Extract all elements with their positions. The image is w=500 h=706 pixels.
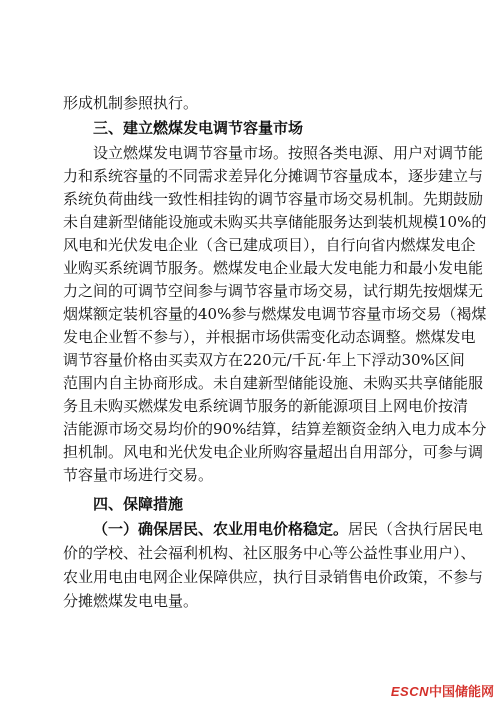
subsection-1-lead: （一）确保居民、农业用电价格稳定。 — [93, 520, 349, 538]
paragraph-line: 调节容量价格由买卖双方在220元/千瓦·年上下浮动30%区间 — [63, 351, 465, 369]
paragraph-line: 设立燃煤发电调节容量市场。按照各类电源、用户对调节能 — [93, 144, 484, 162]
paragraph-line: 价的学校、社会福利机构、社区服务中心等公益性事业用户）、 — [63, 544, 476, 562]
intro-line: 形成机制参照执行。 — [63, 94, 199, 112]
section-3-heading: 三、建立燃煤发电调节容量市场 — [93, 119, 304, 137]
escn-watermark — [391, 684, 494, 700]
section-4-heading: 四、保障措施 — [93, 495, 184, 513]
paragraph-line: 分摊燃煤发电电量。 — [63, 592, 199, 610]
paragraph-line: 烟煤额定装机容量的40%参与燃煤发电调节容量市场交易（褐煤 — [63, 305, 487, 323]
paragraph-line: 未自建新型储能设施或未购买共享储能服务达到装机规模10%的 — [63, 213, 487, 231]
paragraph-line: 发电企业暂不参与），并根据市场供需变化动态调整。燃煤发电 — [63, 328, 476, 346]
paragraph-line: 力之间的可调节空间参与调节容量市场交易，试行期先按烟煤无 — [63, 282, 484, 300]
paragraph-line: 业购买系统调节服务。燃煤发电企业最大发电能力和最小发电能 — [63, 259, 484, 277]
subsection-1-rest: 居民（含执行居民电 — [348, 520, 484, 538]
paragraph-line: 系统负荷曲线一致性相挂钩的调节容量市场交易机制。先期鼓励 — [63, 190, 484, 208]
watermark-latin: ESCN — [390, 684, 429, 699]
paragraph-line: 担机制。风电和光伏发电企业所购容量超出自用部分，可参与调 — [63, 443, 484, 461]
paragraph-line: 洁能源市场交易均价的90%结算，结算差额资金纳入电力成本分 — [63, 420, 487, 438]
watermark-cjk: 中国储能网 — [428, 684, 494, 699]
paragraph-line: 节容量市场进行交易。 — [63, 466, 214, 484]
paragraph-line: 力和系统容量的不同需求差异化分摊调节容量成本，逐步建立与 — [63, 167, 484, 185]
paragraph-line: 农业用电由电网企业保障供应，执行目录销售电价政策，不参与 — [63, 568, 484, 586]
paragraph-line-first — [93, 518, 484, 541]
paragraph-line: 务且未购买燃煤发电系统调节服务的新能源项目上网电价按清 — [63, 397, 469, 415]
paragraph-line: 风电和光伏发电企业（含已建成项目），自行向省内燃煤发电企 — [63, 236, 476, 254]
paragraph-line: 范围内自主协商形成。未自建新型储能设施、未购买共享储能服 — [63, 374, 484, 392]
